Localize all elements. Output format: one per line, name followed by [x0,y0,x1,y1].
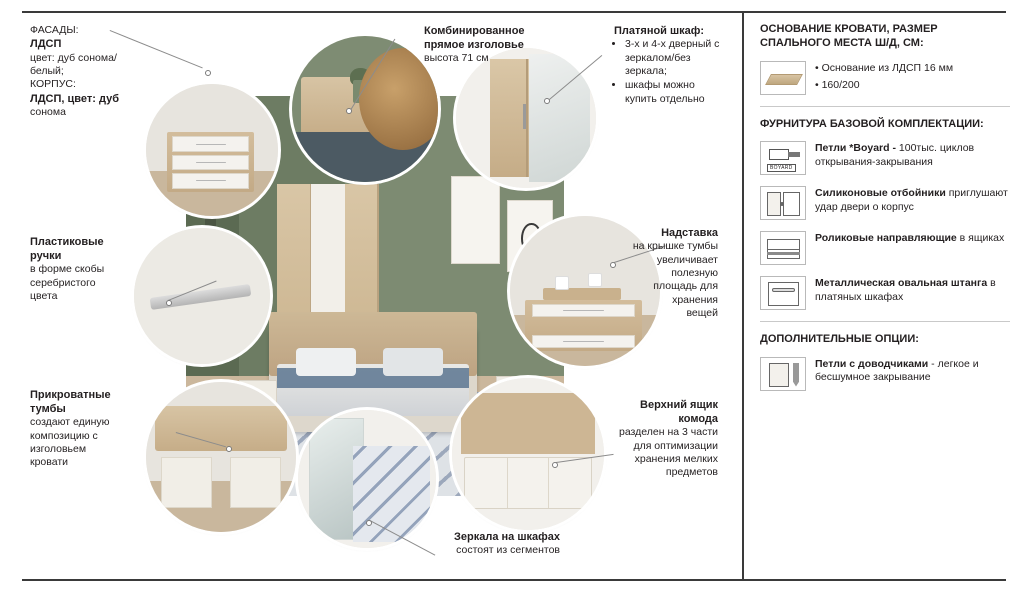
callout-handles [30,235,134,303]
shelf-line-3: полезную [671,266,718,279]
rail-text-bold: Металлическая овальная штанга [815,277,988,290]
shelf-line-6: вещей [686,307,718,320]
wardrobe-bullet-1: • шкафы можно купить отдельно [625,79,724,106]
handles-line-2: в форме скобы [30,263,105,276]
door-bumper-icon [760,186,806,220]
mirrors-line-0: Зеркала на шкафах [454,531,560,543]
photo-headboard [292,36,438,182]
option-item-softclose [760,357,1010,391]
shelf-line-4: площадь для [653,280,718,293]
callout-facades [30,24,142,119]
headboard-line-2: высота 71 см [424,52,489,65]
slides-text [815,231,1004,246]
photo-top-drawer [452,378,604,530]
wardrobe-bullet-0: • 3-х и 4-х дверный с зеркалом/без зеркала; [625,38,724,78]
shelf-line-5: хранения [672,293,718,306]
facades-line-6: сонома [30,105,66,118]
shelf-line-2: увеличивает [656,253,718,266]
hinge-text-bold: Петли *Boyard - [815,142,896,155]
bed-base-feature [760,61,1010,95]
soft-close-hinge-icon [760,357,806,391]
facades-line-1: ЛДСП [30,38,62,51]
bumper-text [815,186,1010,214]
callout-nightstands [30,388,142,470]
hardware-item-bumper [760,186,1010,220]
bed-base-bullet-0: • Основание из ЛДСП 16 мм [815,61,954,74]
callout-top-drawer [600,398,718,480]
section-title-options: ДОПОЛНИТЕЛЬНЫЕ ОПЦИИ: [760,333,919,346]
handles-line-0: Пластиковые [30,236,104,248]
section-title-bed-base: ОСНОВАНИЕ КРОВАТИ, РАЗМЕР СПАЛЬНОГО МЕСТА Ш/Д, СМ: [760,23,938,50]
rail-text [815,276,1010,304]
spec-panel [760,22,1010,402]
bed-base-icon [760,61,806,95]
photo-dresser [146,84,278,216]
hinge-text [815,141,1010,169]
bumper-text-rest: приглушают удар двери о корпус [815,187,1008,213]
bed-base-bullet-1: • 160/200 [815,78,860,91]
facades-line-3: белый; [30,64,64,77]
section-title-hardware: ФУРНИТУРА БАЗОВОЙ КОМПЛЕКТАЦИИ: [760,117,984,130]
shelf-line-0: Надставка [661,227,718,239]
handles-line-1: ручки [30,250,62,263]
nstand-line-1: тумбы [30,403,66,416]
headboard-line-1: прямое изголовье [424,39,524,52]
leader-dot-handles [166,300,172,306]
softclose-text [815,357,1010,385]
rail-text-rest: в платяных шкафах [815,277,996,303]
vertical-divider [742,13,744,579]
hardware-item-hinge [760,141,1010,175]
hinge-text-rest: 100тыс. циклов открывания-закрывания [815,142,975,168]
mirrors-line-1: состоят из сегментов [456,544,560,557]
photo-handle [134,228,270,364]
leader-dot-mirrors [366,520,372,526]
nstand-line-0: Прикроватные [30,389,111,401]
bumper-text-bold: Силиконовые отбойники [815,187,946,200]
hardware-item-slides [760,231,1010,265]
nstand-line-2: создают единую [30,416,110,429]
hardware-item-rail [760,276,1010,310]
nstand-line-4: изголовьем [30,443,87,456]
nstand-line-3: композицию с [30,429,98,442]
topdrawer-line-2: разделен на 3 части [619,426,718,439]
leader-dot-nightstands [226,446,232,452]
softclose-text-bold: Петли с доводчиками [815,357,929,370]
hinge-icon [760,141,806,175]
topdrawer-line-1: комода [678,413,718,426]
callout-wardrobe [614,24,724,107]
leader-dot-topdrawer [552,462,558,468]
photo-mirror-segments [298,410,436,548]
topdrawer-line-4: хранения мелких [634,453,718,466]
handles-line-3: серебристого [30,276,96,289]
panel-separator-1 [760,106,1010,107]
leader-dot-facades [205,70,211,76]
hinge-brand-label: BOYARD [767,164,796,172]
drawer-slide-icon [760,231,806,265]
topdrawer-line-3: для оптимизации [633,439,718,452]
panel-separator-2 [760,321,1010,322]
softclose-text-rest: - легкое и бесшумное закрывание [815,357,979,384]
callout-mirrors [412,530,560,558]
facades-line-5: ЛДСП, цвет: дуб [30,92,120,105]
wardrobe-title: Платяной шкаф: [614,25,705,37]
photo-nightstands [146,382,296,532]
topdrawer-line-0: Верхний ящик [640,399,718,411]
handles-line-4: цвета [30,290,58,303]
facades-line-2: цвет: дуб сонома/ [30,51,117,64]
bed-base-bullets [815,61,953,95]
callout-shelf-top [610,226,718,321]
photo-wardrobe [456,48,596,188]
leader-dot-headboard [346,108,352,114]
facades-line-4: КОРПУС: [30,78,76,91]
shelf-line-1: на крышке тумбы [632,240,718,253]
slides-text-bold: Роликовые направляющие [815,232,957,245]
nstand-line-5: кровати [30,456,69,469]
facades-line-0: ФАСАДЫ: [30,24,79,36]
headboard-line-0: Комбинированное [424,25,525,37]
leader-dot-wardrobe [544,98,550,104]
slides-text-rest: в ящиках [956,232,1005,245]
topdrawer-line-5: предметов [665,466,718,479]
callout-headboard [424,24,554,66]
wardrobe-rail-icon [760,276,806,310]
